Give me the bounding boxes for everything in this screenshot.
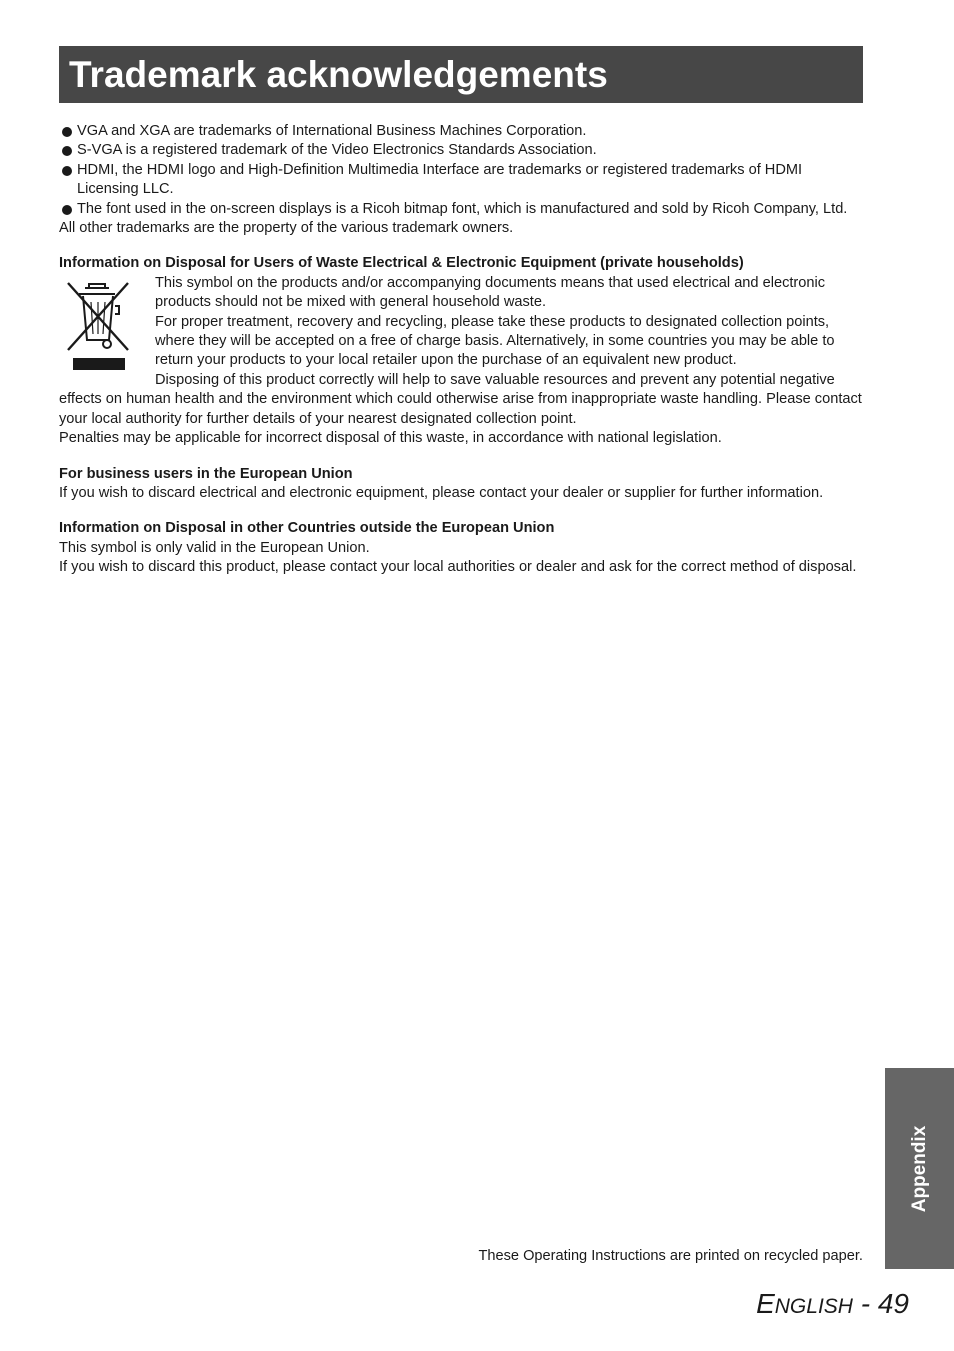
disposal-eu-para3: Disposing of this product correctly will help to save valuable resources and prevent any potential negative effects on human health and the environment which could otherwise arise from inappropriate waste handling. Please contact your local authority for further details of your nearest designated collection point. (59, 371, 862, 427)
title-bar (59, 46, 863, 103)
side-tab-label: Appendix (908, 1125, 930, 1212)
list-item: The font used in the on-screen displays is a Ricoh bitmap font, which is manufactured and sold by Ricoh Company, Ltd. (59, 200, 865, 219)
main-content (59, 122, 865, 578)
trademark-list (59, 122, 865, 219)
bullet-icon (62, 205, 72, 215)
disposal-eu-para4: Penalties may be applicable for incorrect disposal of this waste, in accordance with national legislation. (59, 430, 722, 447)
footer-note: These Operating Instructions are printed on recycled paper. (478, 1248, 863, 1264)
disposal-eu-para2: For proper treatment, recovery and recycling, please take these products to designated collection points, where they will be accepted on a free of charge basis. Alternatively, in some countries you may be able to return your products to your local retailer upon the purchase of an equivalent new product. (155, 313, 835, 369)
business-heading: For business users in the European Union (59, 465, 353, 482)
list-item: VGA and XGA are trademarks of International Business Machines Corporation. (59, 122, 865, 141)
outside-eu-heading: Information on Disposal in other Countries outside the European Union (59, 520, 555, 537)
outside-eu-text1: This symbol is only valid in the European Union. (59, 539, 370, 556)
bullet-icon (62, 146, 72, 156)
page-number: ENGLISH - 49 (756, 1288, 909, 1319)
list-item: HDMI, the HDMI logo and High-Definition Multimedia Interface are trademarks or registered trademarks of HDMI Licensing LLC. (59, 161, 865, 200)
trademarks-note: All other trademarks are the property of the various trademark owners. (59, 220, 514, 237)
disposal-eu-heading: Information on Disposal for Users of Waste Electrical & Electronic Equipment (private households) (59, 255, 744, 272)
outside-eu-text2: If you wish to discard this product, please contact your local authorities or dealer and ask for the correct method of disposal. (59, 559, 857, 576)
bullet-icon (62, 166, 72, 176)
list-item: S-VGA is a registered trademark of the Video Electronics Standards Association. (59, 141, 865, 160)
business-text: If you wish to discard electrical and electronic equipment, please contact your dealer or supplier for further information. (59, 484, 824, 501)
page-title: Trademark acknowledgements (69, 54, 608, 95)
appendix-side-tab[interactable] (885, 1068, 954, 1269)
weee-symbol-icon (59, 274, 155, 380)
disposal-eu-para1: This symbol on the products and/or accompanying documents means that used electrical and electronic products should not be mixed with general household waste. (155, 274, 826, 311)
bullet-icon (62, 127, 72, 137)
